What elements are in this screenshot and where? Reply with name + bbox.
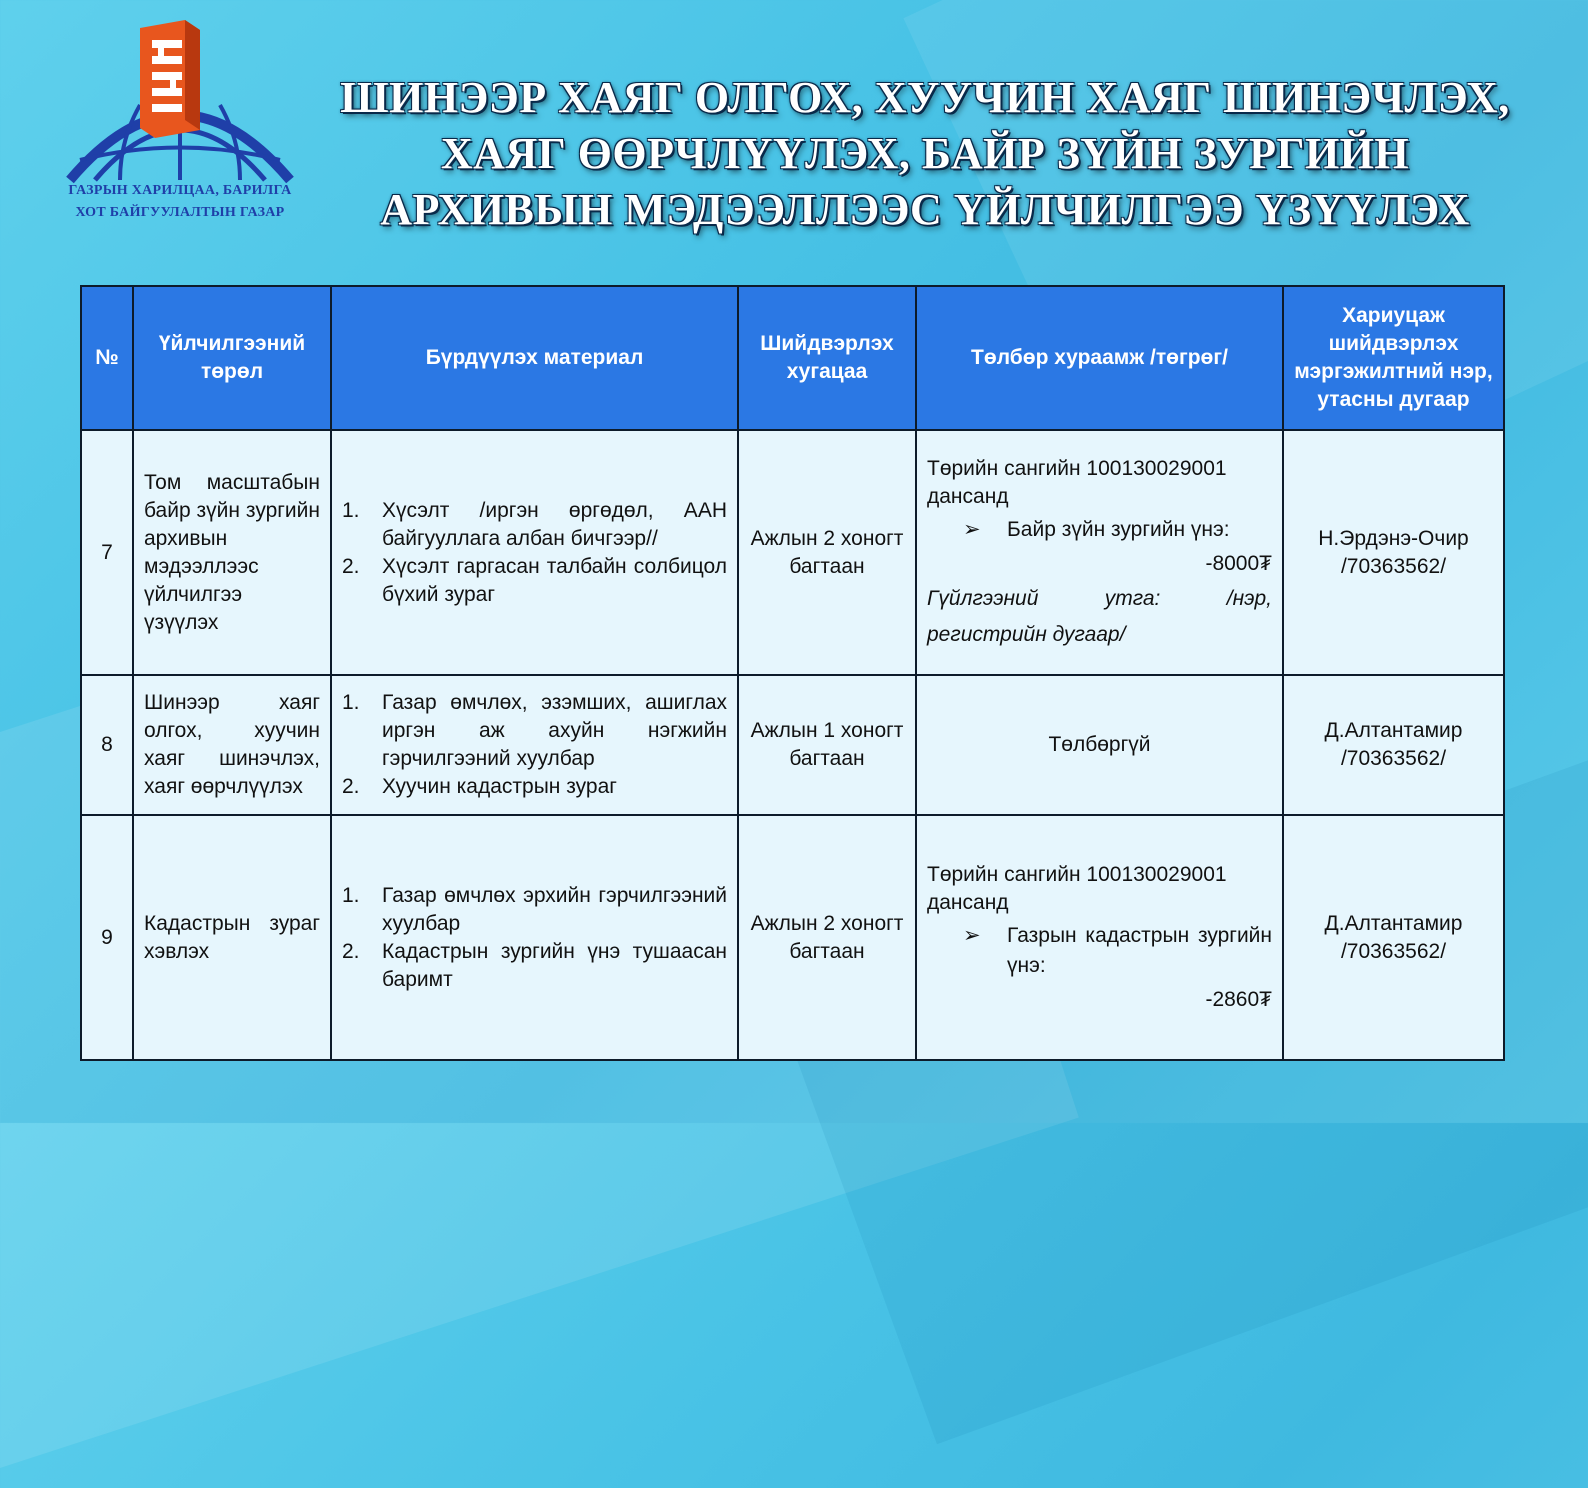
- row-time: Ажлын 1 хоногт багтаан: [738, 675, 916, 815]
- header-num: №: [81, 286, 133, 430]
- list-item: 2. Кадастрын зургийн үнэ тушаасан баримт: [342, 939, 727, 991]
- list-item: 1. Газар өмчлөх, эзэмших, ашиглах иргэн аж ахуйн нэгжийн гэрчилгээний хуулбар: [342, 691, 727, 770]
- list-item: 2. Хүсэлт гаргасан талбайн солбицол бүхий зураг: [342, 554, 727, 606]
- row-materials: [331, 675, 738, 815]
- title-line-1: ШИНЭЭР ХАЯГ ОЛГОХ, ХУУЧИН ХАЯГ ШИНЭЧЛЭХ,: [340, 73, 1510, 122]
- list-item: 1. Газар өмчлөх эрхийн гэрчилгээний хуулбар: [342, 883, 727, 935]
- row-fee: Төрийн сангийн 100130029001 дансанд ➢ Байр зүйн зургийн үнэ: -8000₮ Гүйлгээний утга: /нэр, регистрийн дугаар/: [916, 430, 1283, 675]
- title-line-3: АРХИВЫН МЭДЭЭЛЛЭЭС ҮЙЛЧИЛГЭЭ ҮЗҮҮЛЭХ: [380, 185, 1470, 234]
- logo-line-2: ХОТ БАЙГУУЛАЛТЫН ГАЗАР: [75, 205, 285, 220]
- services-table: [80, 285, 1505, 1061]
- page-title: [300, 70, 1550, 238]
- header-time: Шийдвэрлэх хугацаа: [738, 286, 916, 430]
- row-materials: [331, 815, 738, 1060]
- row-type: Том масштабын байр зүйн зургийн архивын мэдээллээс үйлчилгээ үзүүлэх: [133, 430, 331, 675]
- table-row: [81, 815, 1504, 1060]
- logo-line-1: ГАЗРЫН ХАРИЛЦАА, БАРИЛГА: [68, 183, 292, 198]
- header-type: Үйлчилгээний төрөл: [133, 286, 331, 430]
- table-header-row: [81, 286, 1504, 430]
- row-person: Д.Алтантамир /70363562/: [1283, 815, 1504, 1060]
- header-fee: Төлбөр хураамж /төгрөг/: [916, 286, 1283, 430]
- row-type: Шинээр хаяг олгох, хуучин хаяг шинэчлэх, хаяг өөрчлүүлэх: [133, 675, 331, 815]
- logo-emblem-icon: [60, 20, 300, 185]
- header-materials: Бүрдүүлэх материал: [331, 286, 738, 430]
- list-item: 2. Хуучин кадастрын зураг: [342, 775, 617, 798]
- header-person: Хариуцаж шийдвэрлэх мэргэжилтний нэр, утасны дугаар: [1283, 286, 1504, 430]
- row-type: Кадастрын зураг хэвлэх: [133, 815, 331, 1060]
- list-item: 1. Хүсэлт /иргэн өргөдөл, ААН байгууллага албан бичгээр//: [342, 498, 727, 550]
- row-fee: Төрийн сангийн 100130029001 дансанд ➢ Газрын кадастрын зургийн үнэ: -2860₮: [916, 815, 1283, 1060]
- row-time: Ажлын 2 хоногт багтаан: [738, 430, 916, 675]
- arrow-bullet-icon: ➢: [963, 517, 981, 541]
- logo: [60, 20, 300, 230]
- row-materials: [331, 430, 738, 675]
- row-num: 8: [81, 675, 133, 815]
- row-person: Н.Эрдэнэ-Очир /70363562/: [1283, 430, 1504, 675]
- table-row: [81, 675, 1504, 815]
- row-time: Ажлын 2 хоногт багтаан: [738, 815, 916, 1060]
- row-person: Д.Алтантамир /70363562/: [1283, 675, 1504, 815]
- table-row: [81, 430, 1504, 675]
- row-fee: Төлбөргүй: [916, 675, 1283, 815]
- title-line-2: ХАЯГ ӨӨРЧЛҮҮЛЭХ, БАЙР ЗҮЙН ЗУРГИЙН: [440, 129, 1410, 178]
- row-num: 9: [81, 815, 133, 1060]
- row-num: 7: [81, 430, 133, 675]
- arrow-bullet-icon: ➢: [963, 923, 981, 947]
